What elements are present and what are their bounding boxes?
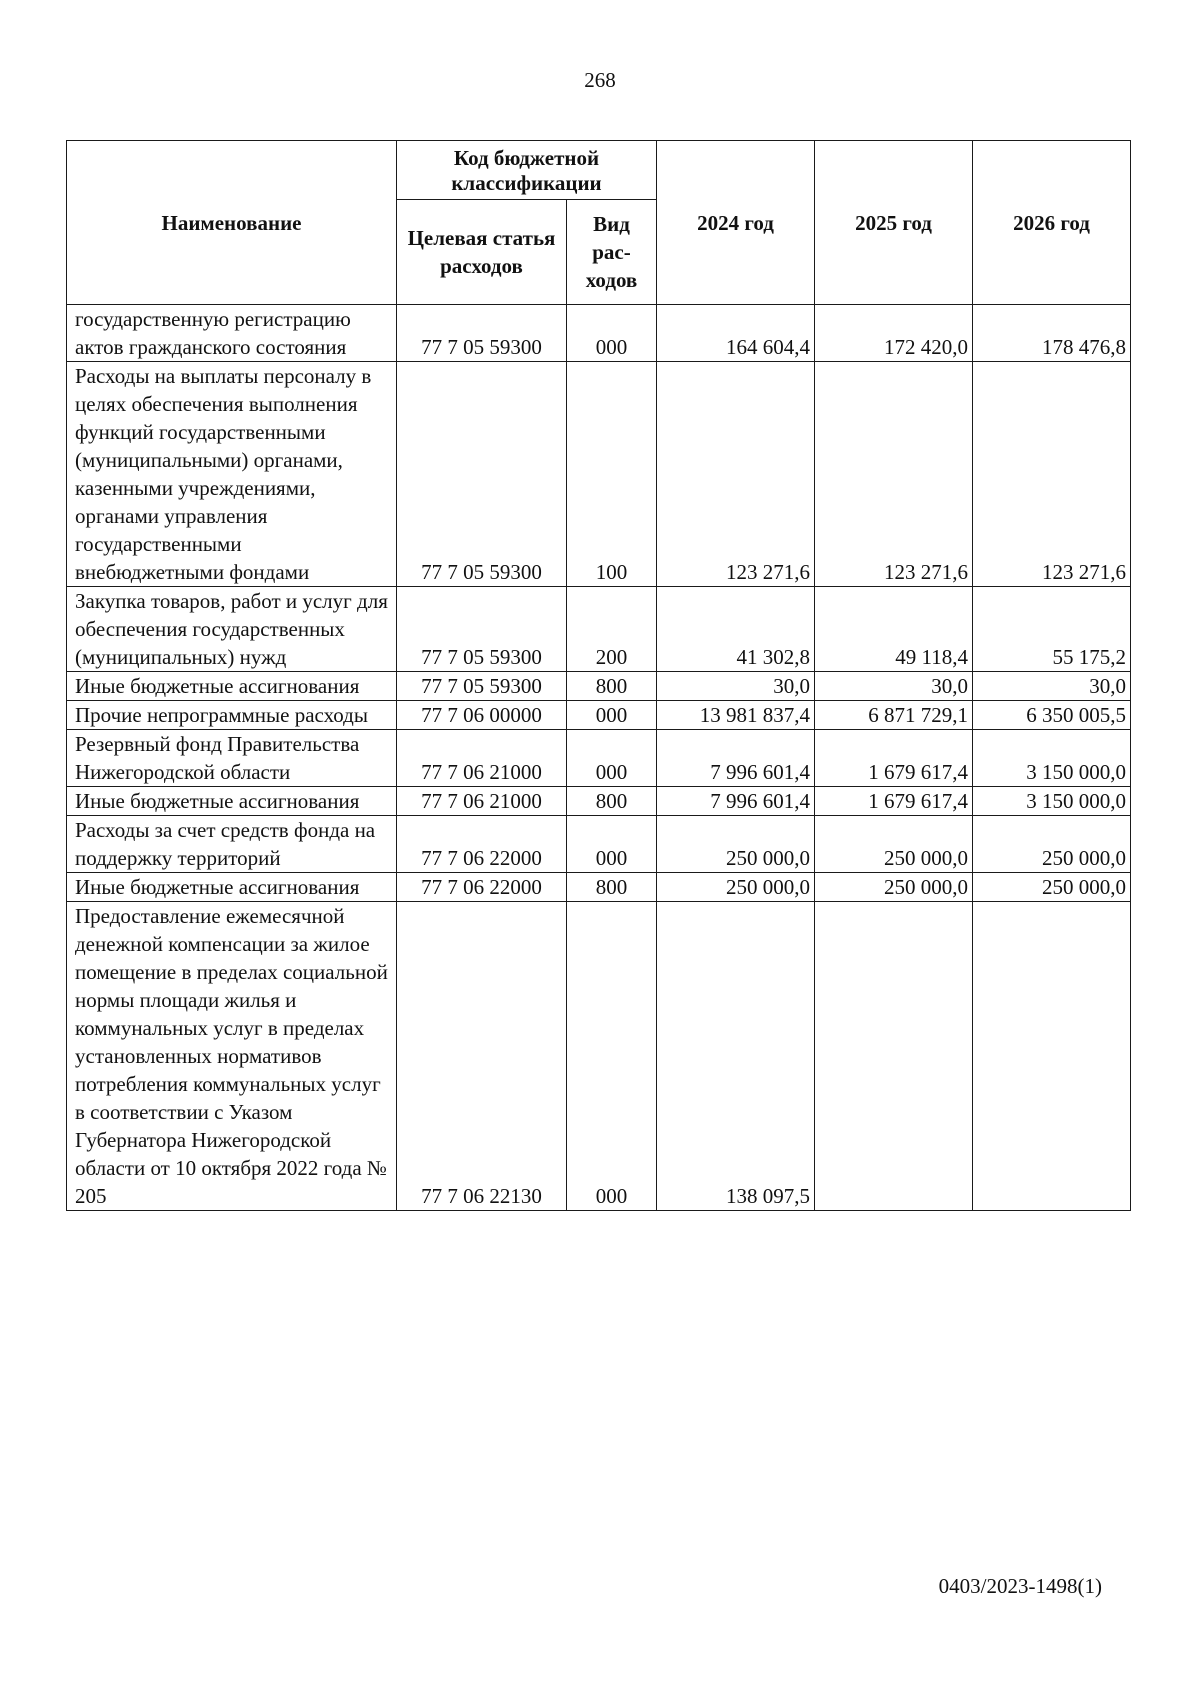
table-row — [67, 902, 1131, 1211]
row-amount-2026: 123 271,6 — [973, 362, 1131, 587]
row-amount-2026: 3 150 000,0 — [973, 787, 1131, 816]
row-target-article: 77 7 06 22000 — [397, 816, 567, 873]
row-amount-2024: 164 604,4 — [657, 305, 815, 362]
table-body — [67, 305, 1131, 1211]
row-target-article: 77 7 06 00000 — [397, 701, 567, 730]
row-amount-2026: 250 000,0 — [973, 816, 1131, 873]
row-amount-2026: 178 476,8 — [973, 305, 1131, 362]
row-amount-2026: 250 000,0 — [973, 873, 1131, 902]
header-year-2025: 2025 год — [815, 141, 973, 305]
row-amount-2025: 123 271,6 — [815, 362, 973, 587]
row-name: Расходы на выплаты персоналу в целях обеспечения выполнения функций государственными (муниципальными) органами, казенными учреждениями, органами управления государственными внебюджетными фондами — [67, 362, 397, 587]
row-name: Иные бюджетные ассигнования — [67, 873, 397, 902]
page-number: 268 — [584, 68, 616, 92]
row-amount-2024: 250 000,0 — [657, 873, 815, 902]
table-row — [67, 816, 1131, 873]
row-expense-type: 000 — [567, 902, 657, 1211]
row-amount-2026: 55 175,2 — [973, 587, 1131, 672]
row-amount-2026: 6 350 005,5 — [973, 701, 1131, 730]
row-amount-2024: 250 000,0 — [657, 816, 815, 873]
row-name: Прочие непрограммные расходы — [67, 701, 397, 730]
row-expense-type: 000 — [567, 816, 657, 873]
document-code: 0403/2023-1498(1) — [938, 1574, 1102, 1598]
row-name: Иные бюджетные ассигнования — [67, 787, 397, 816]
row-name: государственную регистрацию актов гражданского состояния — [67, 305, 397, 362]
row-target-article: 77 7 06 21000 — [397, 730, 567, 787]
row-target-article: 77 7 05 59300 — [397, 587, 567, 672]
row-expense-type: 100 — [567, 362, 657, 587]
row-expense-type: 800 — [567, 787, 657, 816]
row-name: Резервный фонд Правительства Нижегородской области — [67, 730, 397, 787]
row-name: Предоставление ежемесячной денежной компенсации за жилое помещение в пределах социальной нормы площади жилья и коммунальных услуг в пределах установленных нормативов потребления коммунальных услуг в соответствии с Указом Губернатора Нижегородской области от 10 октября 2022 года № 205 — [67, 902, 397, 1211]
table-row — [67, 701, 1131, 730]
row-expense-type: 000 — [567, 305, 657, 362]
table-row — [67, 787, 1131, 816]
table-row — [67, 672, 1131, 701]
row-amount-2025: 49 118,4 — [815, 587, 973, 672]
row-amount-2024: 7 996 601,4 — [657, 730, 815, 787]
row-target-article: 77 7 05 59300 — [397, 672, 567, 701]
table-row — [67, 730, 1131, 787]
table-row — [67, 587, 1131, 672]
table-row — [67, 305, 1131, 362]
header-year-2026: 2026 год — [973, 141, 1131, 305]
row-expense-type: 000 — [567, 701, 657, 730]
row-amount-2025: 6 871 729,1 — [815, 701, 973, 730]
row-amount-2025: 1 679 617,4 — [815, 730, 973, 787]
row-target-article: 77 7 06 22000 — [397, 873, 567, 902]
row-target-article: 77 7 06 22130 — [397, 902, 567, 1211]
row-amount-2024: 30,0 — [657, 672, 815, 701]
row-amount-2024: 138 097,5 — [657, 902, 815, 1211]
header-expense-type: Вид рас-ходов — [567, 200, 657, 305]
row-name: Расходы за счет средств фонда на поддержку территорий — [67, 816, 397, 873]
row-amount-2024: 7 996 601,4 — [657, 787, 815, 816]
row-amount-2025: 250 000,0 — [815, 816, 973, 873]
header-year-2024: 2024 год — [657, 141, 815, 305]
header-target-article: Целевая статья расходов — [397, 200, 567, 305]
row-amount-2024: 41 302,8 — [657, 587, 815, 672]
row-target-article: 77 7 05 59300 — [397, 362, 567, 587]
table-row — [67, 873, 1131, 902]
row-amount-2025: 1 679 617,4 — [815, 787, 973, 816]
row-name: Закупка товаров, работ и услуг для обеспечения государственных (муниципальных) нужд — [67, 587, 397, 672]
row-amount-2025: 30,0 — [815, 672, 973, 701]
budget-table — [66, 140, 1131, 1211]
row-target-article: 77 7 06 21000 — [397, 787, 567, 816]
table-row — [67, 362, 1131, 587]
row-amount-2025: 250 000,0 — [815, 873, 973, 902]
row-expense-type: 800 — [567, 873, 657, 902]
row-amount-2025 — [815, 902, 973, 1211]
row-name: Иные бюджетные ассигнования — [67, 672, 397, 701]
row-amount-2024: 123 271,6 — [657, 362, 815, 587]
row-expense-type: 800 — [567, 672, 657, 701]
header-name: Наименование — [67, 141, 397, 305]
header-code-group: Код бюджетной классификации — [397, 141, 657, 200]
row-expense-type: 200 — [567, 587, 657, 672]
table-header — [67, 141, 1131, 305]
row-amount-2026: 30,0 — [973, 672, 1131, 701]
row-amount-2026 — [973, 902, 1131, 1211]
row-amount-2026: 3 150 000,0 — [973, 730, 1131, 787]
row-amount-2024: 13 981 837,4 — [657, 701, 815, 730]
row-target-article: 77 7 05 59300 — [397, 305, 567, 362]
row-expense-type: 000 — [567, 730, 657, 787]
row-amount-2025: 172 420,0 — [815, 305, 973, 362]
